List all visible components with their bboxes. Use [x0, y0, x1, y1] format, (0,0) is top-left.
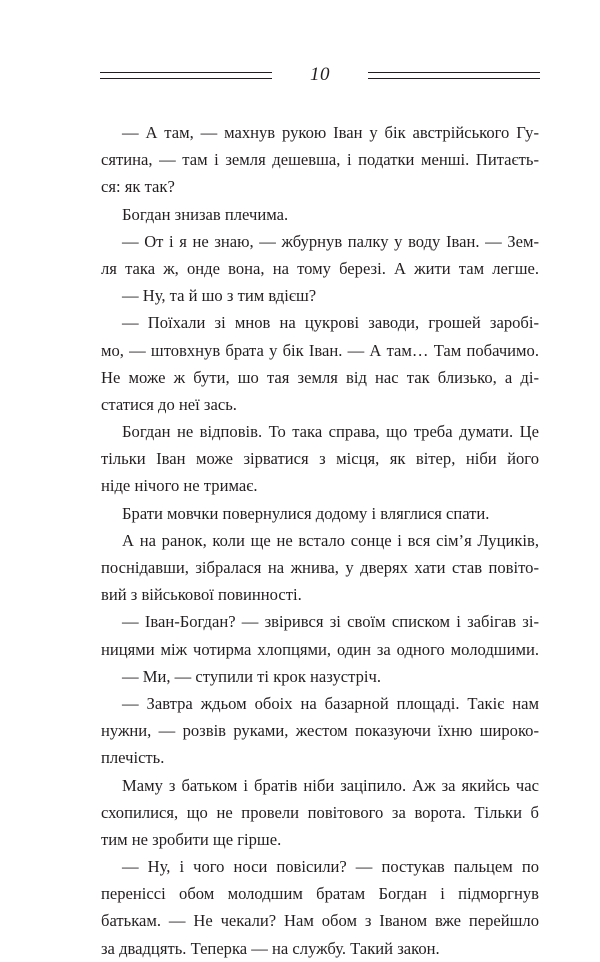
page-number: 10: [310, 64, 330, 85]
text-line: батькам. — Не чекали? Нам обом з Іваном вже перейшло: [101, 911, 539, 931]
body-text: [101, 119, 539, 962]
text-line: сятина, — там і земля дешевша, і податки менші. Питаєть-: [101, 150, 539, 170]
text-line: А на ранок, коли ще не встало сонце і вся сім’я Луциків,: [122, 530, 539, 550]
text-line: Богдан не відповів. То така справа, що треба думати. Це: [122, 422, 539, 442]
text-line: схопилися, що не провели повітового за ворота. Тільки б: [101, 802, 539, 822]
header-rule-right: [368, 72, 540, 80]
text-line: — Ми, — ступили ті крок назустріч.: [122, 666, 382, 686]
text-line: мо, — штовхнув брата у бік Іван. — А там… Там побачимо.: [101, 340, 539, 360]
text-line: — Іван-Богдан? — звірився зі своїм списком і забігав зі-: [122, 612, 539, 632]
text-line: переніссі обом молодшим братам Богдан і підморгнув: [101, 884, 539, 904]
text-line: — Ну, і чого носи повісили? — постукав пальцем по: [122, 857, 539, 877]
text-line: ля така ж, онде вона, на тому березі. А жити там легше.: [101, 258, 539, 278]
text-line: тільки Іван може зірватися з місця, як вітер, ніби його: [101, 449, 539, 469]
text-line: нужни, — розвів руками, жестом показуючи їхню широко-: [101, 721, 539, 741]
text-line: вий з військової повинності.: [101, 585, 302, 605]
text-line: поснідавши, зібралася на жнива, у дверях хати став повіто-: [101, 558, 539, 577]
text-line: — А там, — махнув рукою Іван у бік австрійського Гу-: [122, 123, 539, 142]
text-line: статися до неї зась.: [101, 394, 237, 414]
text-line: Маму з батьком і братів ніби заціпило. Аж за якийсь час: [122, 775, 539, 795]
text-line: Богдан знизав плечима.: [122, 204, 289, 224]
text-line: — Ну, та й шо з тим вдієш?: [122, 286, 317, 306]
text-line: плечість.: [101, 748, 165, 768]
text-line: за двадцять. Теперка — на службу. Такий закон.: [101, 938, 440, 958]
text-line: Не може ж бути, шо тая земля від нас так близько, а ді-: [101, 367, 539, 387]
text-line: — От і я не знаю, — жбурнув палку у воду Іван. — Зем-: [122, 231, 539, 251]
text-line: тим не зробити ще гірше.: [101, 829, 282, 849]
text-line: — Завтра ждьом обоіх на базарной площаді. Такіє нам: [122, 693, 539, 713]
text-line: ницями між чотирма хлопцями, один за одного молодшими.: [101, 639, 539, 659]
running-header: [100, 62, 540, 92]
text-line: ніде нічого не тримає.: [101, 476, 258, 496]
text-line: ся: як так?: [101, 177, 175, 197]
text-line: Брати мовчки повернулися додому і вляглися спати.: [122, 503, 490, 523]
text-line: — Поїхали зі мнов на цукрові заводи, грошей заробі-: [122, 313, 539, 333]
